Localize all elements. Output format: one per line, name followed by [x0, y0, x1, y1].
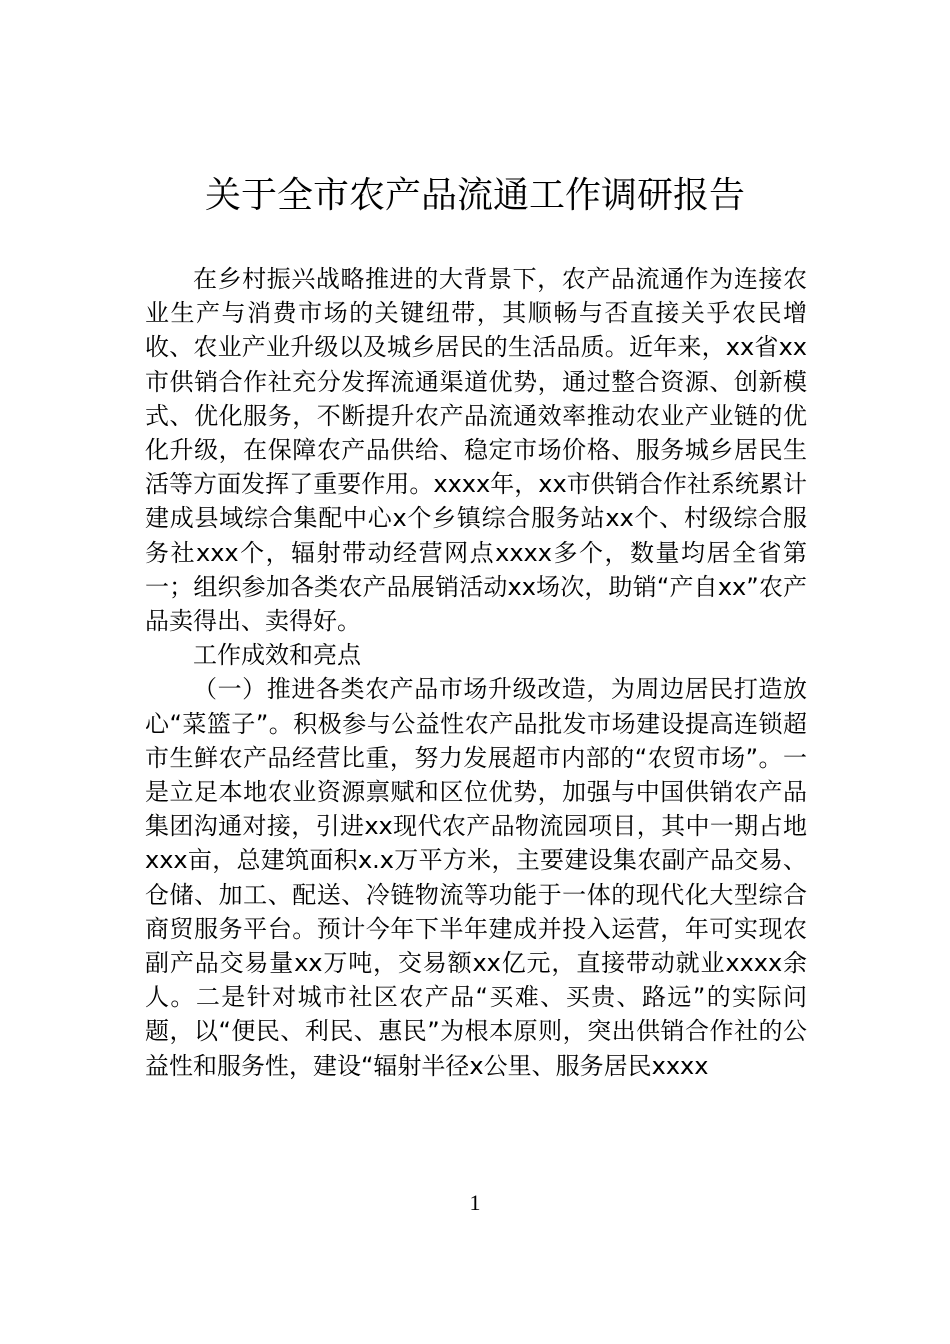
document-title: 关于全市农产品流通工作调研报告: [204, 175, 745, 216]
paragraph-section-1: （一）推进各类农产品市场升级改造，为周边居民打造放心“菜篮子”。积极参与公益性农产品批发市场建设提高连锁超市生鲜农产品经营比重，努力发展超市内部的“农贸市场”。一是立足本地农业资源禀赋和区位优势，加强与中国供销农产品集团沟通对接，引进xx现代农产品物流园项目，其中一期占地xxx亩，总建筑面积x.x万平方米，主要建设集农副产品交易、仓储、加工、配送、冷链物流等功能于一体的现代化大型综合商贸服务平台。预计今年下半年建成并投入运营，年可实现农副产品交易量xx万吨，交易额xx亿元，直接带动就业xxxx余人。二是针对城市社区农产品“买难、买贵、路远”的实际问题，以“便民、利民、惠民”为根本原则，突出供销合作社的公益性和服务性，建设“辐射半径x公里、服务居民xxxx: [145, 675, 807, 1080]
page-number: 1: [469, 1190, 481, 1215]
document-body: [145, 262, 807, 1083]
paragraph-intro: 在乡村振兴战略推进的大背景下，农产品流通作为连接农业生产与消费市场的关键纽带，其顺畅与否直接关乎农民增收、农业产业升级以及城乡居民的生活品质。近年来，xx省xx市供销合作社充分发挥流通渠道优势，通过整合资源、创新模式、优化服务，不断提升农产品流通效率推动农业产业链的优化升级，在保障农产品供给、稳定市场价格、服务城乡居民生活等方面发挥了重要作用。xxxx年，xx市供销合作社系统累计建成县域综合集配中心x个乡镇综合服务站xx个、村级综合服务社xxx个，辐射带动经营网点xxxx多个，数量均居全省第一；组织参加各类农产品展销活动xx场次，助销“产自xx”农产品卖得出、卖得好。: [145, 265, 807, 636]
section-heading: 工作成效和亮点: [193, 641, 361, 670]
